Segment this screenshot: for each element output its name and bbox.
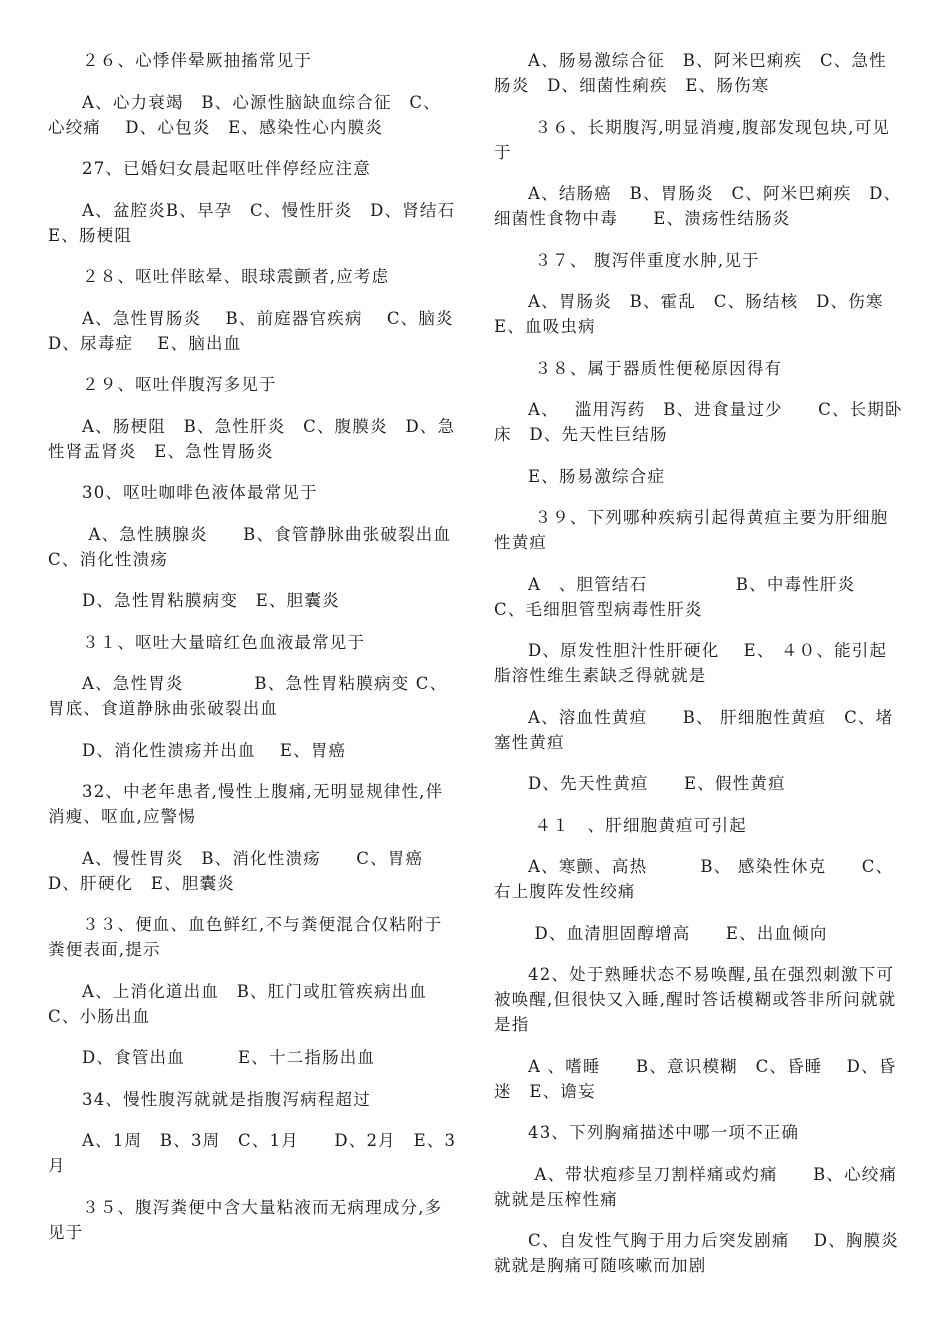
- left-question-stem: 34、慢性腹泻就就是指腹泻病程超过: [82, 1089, 371, 1109]
- right-answer-options: A、寒颤、高热 B、 感染性休克 C、右上腹阵发性绞痛: [494, 857, 894, 901]
- left-answer-options: A、肠梗阻 B、急性肝炎 C、腹膜炎 D、急性肾盂肾炎 E、急性胃肠炎: [48, 416, 456, 461]
- left-answer-options: A、心力衰竭 B、心源性脑缺血综合征 C、心绞痛 D、心包炎 E、感染性心内膜炎: [48, 92, 441, 137]
- right-column: [494, 48, 904, 1295]
- left-answer-options: A、上消化道出血 B、肛门或肛管疾病出血 C、小肠出血: [48, 981, 445, 1026]
- right-answer-options: A、肠易激综合征 B、阿米巴痢疾 C、急性肠炎 D、细菌性痢疾 E、肠伤寒: [494, 51, 887, 95]
- right-question-stem: 43、下列胸痛描述中哪一项不正确: [528, 1123, 800, 1142]
- left-answer-options: D、食管出血 E、十二指肠出血: [82, 1048, 376, 1067]
- left-question-stem: ２９、呕吐伴腹泻多见于: [82, 375, 277, 394]
- left-question-stem: 32、中老年患者,慢性上腹痛,无明显规律性,伴消瘦、呕血,应警惕: [48, 782, 444, 826]
- left-answer-options: D、急性胃粘膜病变 E、胆囊炎: [82, 591, 340, 610]
- right-answer-options: D、原发性胆汁性肝硬化 E、 ４０、能引起脂溶性维生素缺乏得就就是: [494, 641, 888, 685]
- right-answer-options: D、血清胆固醇增高 E、出血倾向: [528, 923, 828, 943]
- right-question-stem: ３８、属于器质性便秘原因得有: [528, 358, 783, 378]
- left-question-stem: 27、已婚妇女晨起呕吐伴停经应注意: [82, 159, 371, 178]
- right-answer-options: A、带状疱疹呈刀割样痛或灼痛 B、心绞痛就就是压榨性痛: [494, 1164, 898, 1209]
- left-question-stem: ２６、心悸伴晕厥抽搐常见于: [82, 51, 313, 70]
- right-answer-options: A、溶血性黄疸 B、 肝细胞性黄疸 C、堵塞性黄疸: [494, 707, 894, 752]
- left-answer-options: A、慢性胃炎 B、消化性溃疡 C、胃癌 D、肝硬化 E、胆囊炎: [48, 848, 441, 893]
- right-answer-options: C、自发性气胸于用力后突发剧痛 D、胸膜炎就就是胸痛可随咳嗽而加剧: [494, 1231, 899, 1275]
- left-answer-options: A、急性胃炎 B、急性胃粘膜病变 C、胃底、食道静脉曲张破裂出血: [48, 674, 448, 718]
- left-question-stem: ３３、便血、血色鲜红,不与粪便混合仅粘附于粪便表面,提示: [48, 915, 443, 959]
- right-answer-options: A、 滥用泻药 B、进食量过少 C、长期卧床 D、先天性巨结肠: [494, 400, 903, 444]
- left-answer-options: D、消化性溃疡并出血 E、胃癌: [82, 740, 347, 760]
- right-question-stem: ３６、长期腹泻,明显消瘦,腹部发现包块,可见于: [494, 117, 891, 162]
- right-answer-options: A 、嗜睡 B、意识模糊 C、昏睡 D、昏迷 E、谵妄: [494, 1056, 897, 1101]
- right-question-stem: ３９、下列哪种疾病引起得黄疸主要为肝细胞性黄疸: [494, 508, 889, 552]
- left-question-stem: ３５、腹泻粪便中含大量粘液而无病理成分,多见于: [48, 1197, 443, 1242]
- right-answer-options: A 、胆管结石 B、中毒性肝炎 C、毛细胆管型病毒性肝炎: [494, 574, 874, 619]
- right-answer-options: A、胃肠炎 B、霍乱 C、肠结核 D、伤寒 E、血吸虫病: [494, 292, 902, 336]
- right-answer-options: E、肠易激综合症: [528, 466, 666, 486]
- left-answer-options: A、急性胃肠炎 B、前庭器官疾病 C、脑炎D、尿毒症 E、脑出血: [48, 308, 454, 353]
- left-answer-options: A、急性胰腺炎 B、食管静脉曲张破裂出血 C、消化性溃疡: [48, 524, 476, 569]
- left-question-stem: ２８、呕吐伴眩晕、眼球震颤者,应考虑: [82, 267, 390, 286]
- left-answer-options: A、1周 B、3周 C、1月 D、2月 E、3月: [48, 1131, 457, 1175]
- right-question-stem: 42、处于熟睡状态不易唤醒,虽在强烈刺激下可被唤醒,但很快又入睡,醒时答话模糊或答非所问就就是指: [494, 965, 897, 1034]
- left-question-stem: ３１、呕吐大量暗红色血液最常见于: [82, 632, 366, 652]
- right-question-stem: ４１ 、肝细胞黄疸可引起: [528, 815, 747, 835]
- left-column: [48, 48, 476, 1261]
- right-question-stem: ３７、 腹泻伴重度水肿,见于: [528, 250, 760, 270]
- left-answer-options: A、盆腔炎B、早孕 C、慢性肝炎 D、肾结石 E、肠梗阻: [48, 200, 473, 245]
- right-answer-options: A、结肠癌 B、胃肠炎 C、阿米巴痢疾 D、细菌性食物中毒 E、溃疡性结肠炎: [494, 184, 902, 228]
- right-answer-options: D、先天性黄疸 E、假性黄疸: [528, 774, 786, 793]
- left-question-stem: 30、呕吐咖啡色液体最常见于: [82, 483, 318, 502]
